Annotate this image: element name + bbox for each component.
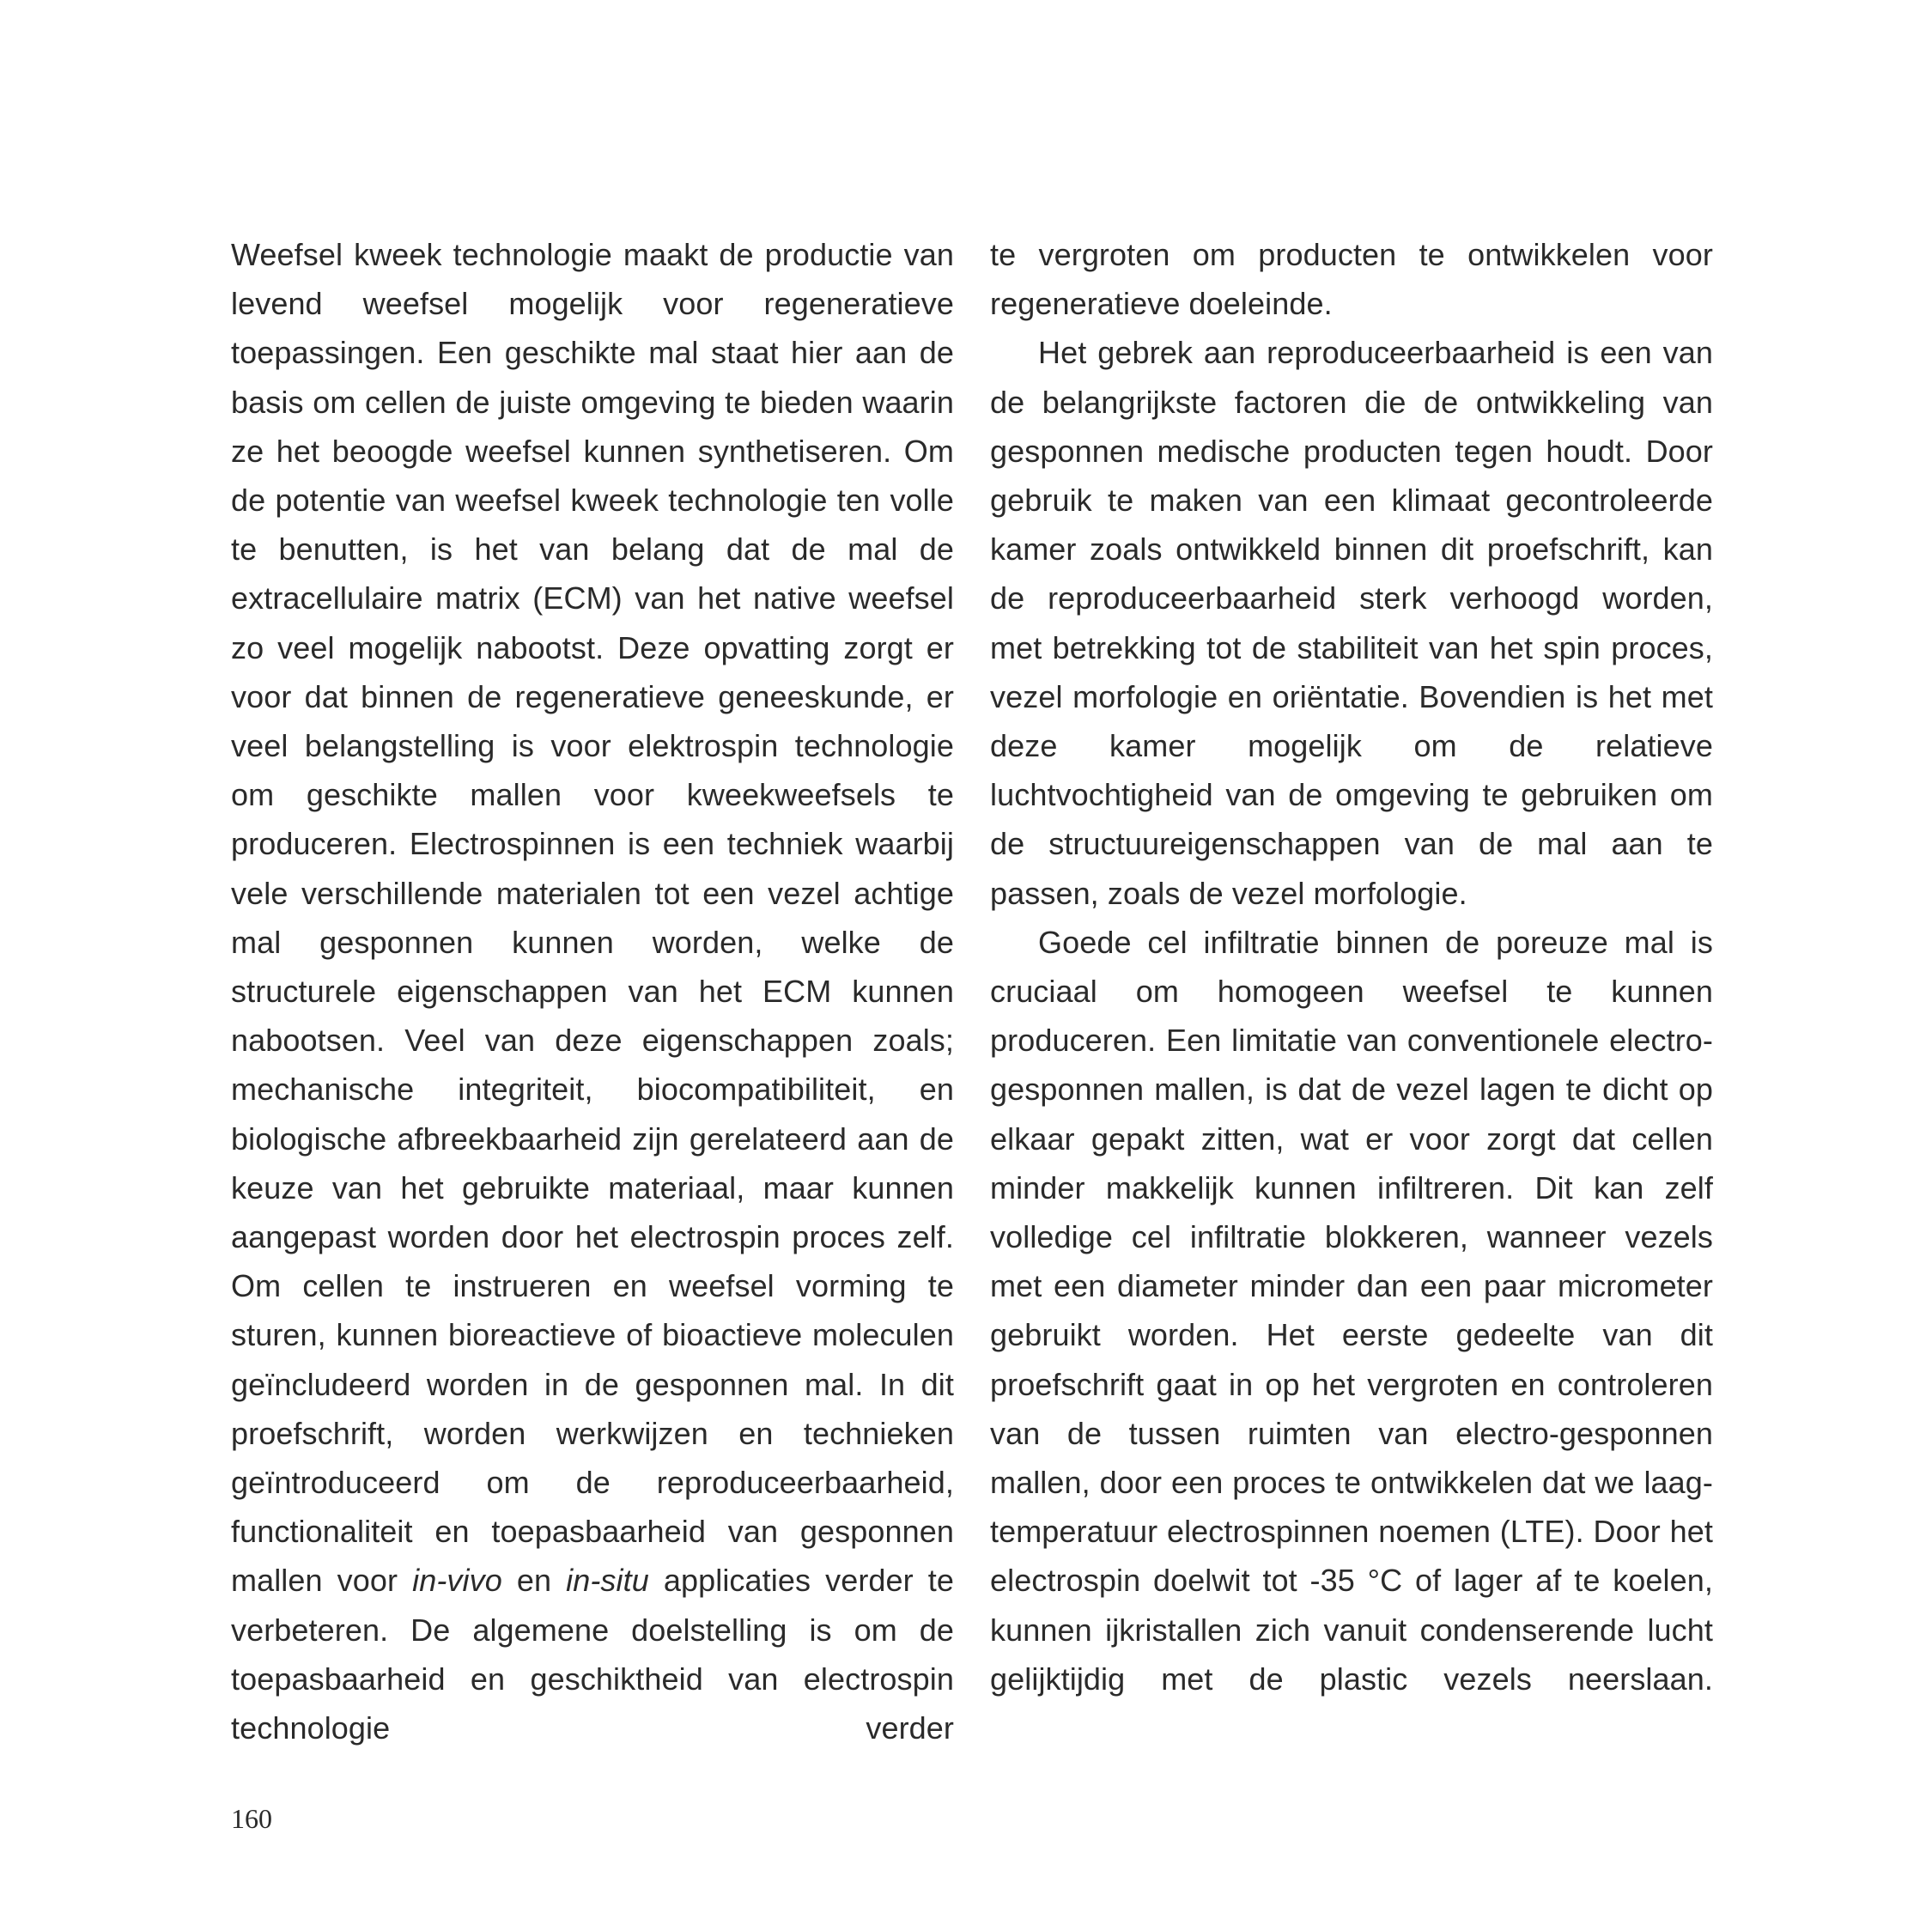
page-number: 160 [231,1803,272,1834]
paragraph-reproducibility: Het gebrek aan reproduceerbaarheid is een van de belangrijkste factoren die de ontwikkeling van gesponnen medische producten tegen houdt. Door gebruik te maken van een klimaat gecontroleerde kamer zoals ontwikkeld binnen dit proefschrift, kan de reproduceerbaarheid sterk verhoogd worden, met betrekking tot de stabiliteit van het spin proces, vezel morfologie en oriëntatie. Bovendien is het met deze kamer mogelijk om de relatieve luchtvochtigheid van de omgeving te gebruiken om de structuureigenschappen van de mal aan te passen, zoals de vezel morfologie. [990,335,1713,911]
paragraph-continuation: te vergroten om producten te ontwikkelen voor regeneratieve doeleinde. [990,237,1713,322]
paragraph-cell-infiltration: Goede cel infiltratie binnen de poreuze mal is cruciaal om homogeen weefsel te kunnen produceren. Een limitatie van conventionele electro-gesponnen mallen, is dat de vezel lagen te dicht op elkaar gepakt zitten, wat er voor zorgt dat cellen minder makkelijk kunnen infiltreren. Dit kan zelf volledige cel infiltratie blokkeren, wanneer vezels met een diameter minder dan een paar micrometer gebruikt worden. Het eerste gedeelte van dit proefschrift gaat in op het vergroten en controleren van de tussen ruimten van electro-gesponnen mallen, door een proces te ontwikkelen dat we laag-temperatuur electrospinnen noemen (LTE). Door het electrospin doelwit tot -35 °C of lager af te koelen, kunnen ijkristallen zich vanuit condenserende lucht gelijktijdig met de plastic vezels neerslaan. [990,924,1713,1697]
italic-term: in-situ [566,1563,649,1599]
paragraph-text: Weefsel kweek technologie maakt de productie van levend weefsel mogelijk voor regeneratieve toepassingen. Een geschikte mal staat hier aan de basis om cellen de juiste omgeving te bieden waarin ze het beoogde weefsel kunnen synthetiseren. Om de potentie van weefsel kweek technologie ten volle te benutten, is het van belang dat de mal de extracellulaire matrix (ECM) van het native weefsel zo veel mogelijk nabootst. Deze opvatting zorgt er voor dat binnen de regeneratieve geneeskunde, er veel belangstelling is voor elektrospin technologie om geschikte mallen voor kweekweefsels te produceren. Electrospinnen is een techniek waarbij vele verschillende materialen tot een vezel achtige mal gesponnen kunnen worden, welke de structurele eigenschappen van het ECM kunnen nabootsen. Veel van deze eigenschappen zoals; mechanische integriteit, biocompatibiliteit, en biologische afbreekbaarheid zijn gerelateerd aan de keuze van het gebruikte materiaal, maar kunnen aangepast worden door het electrospin proces zelf. Om cellen te instrueren en weefsel vorming te sturen, kunnen bioreactieve of bioactieve moleculen geïncludeerd worden in de gesponnen mal. In dit proefschrift, worden werkwijzen en technieken geïntroduceerd om de reproduceerbaarheid, functionaliteit en toepasbaarheid van gesponnen mallen voor [231,237,954,1599]
left-text-column [231,230,954,1752]
paragraph-text: applicaties verder te verbeteren. De algemene doelstelling is om de toepasbaarheid en geschiktheid van electrospin technologie verder [231,1563,954,1746]
paragraph-summary-intro [231,230,954,1752]
right-text-column [990,230,1713,1703]
paragraph-text: en [516,1563,552,1599]
italic-term: in-vivo [412,1563,502,1599]
